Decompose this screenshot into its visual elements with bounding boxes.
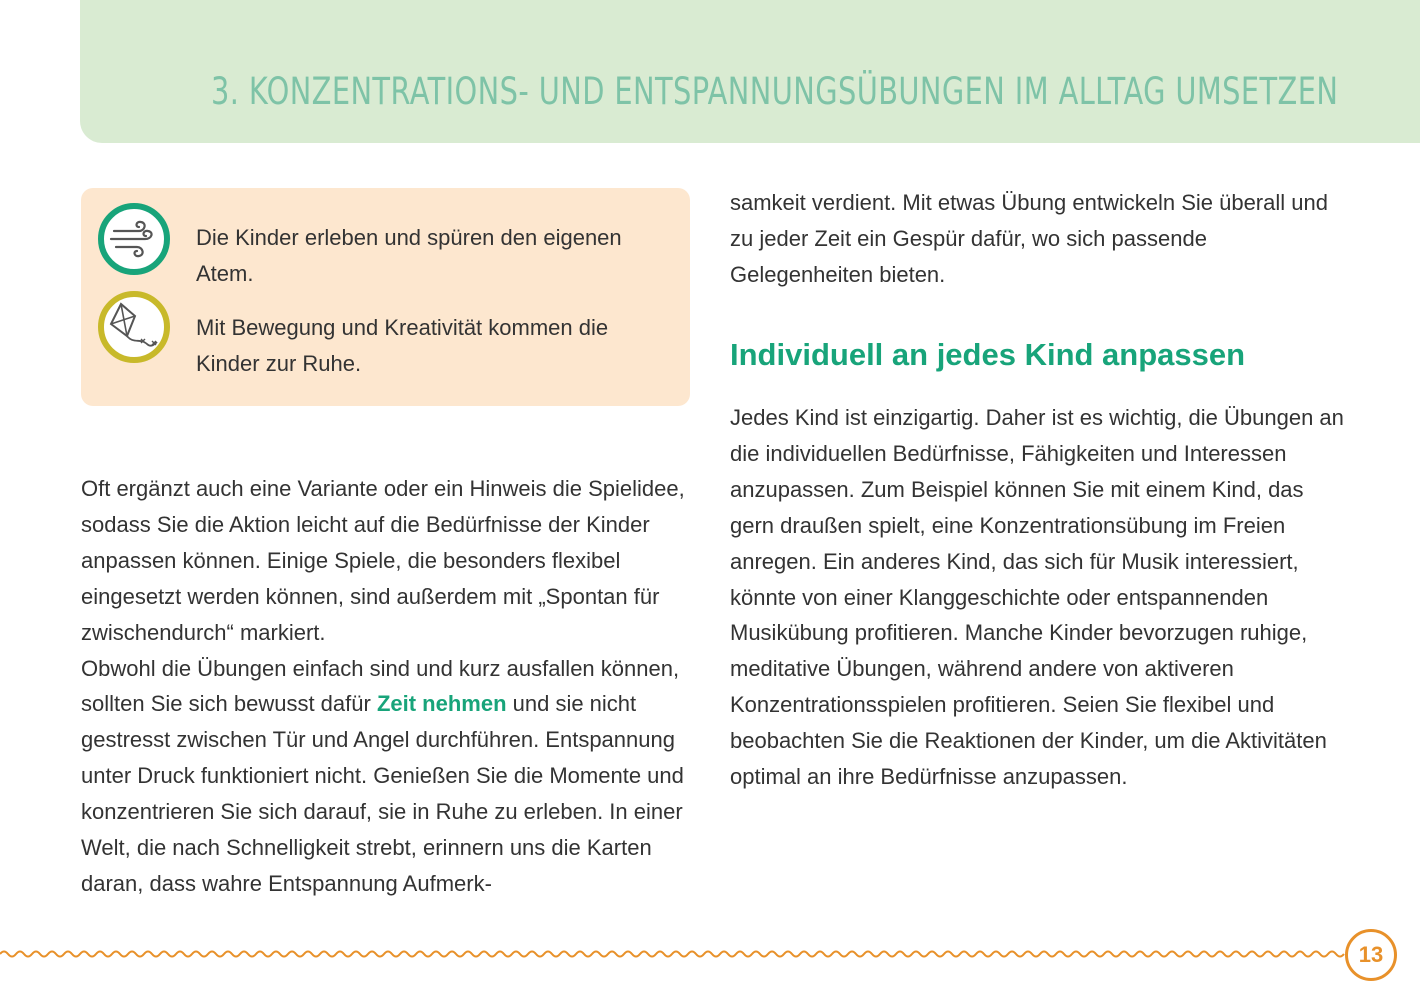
right-column-body: [730, 400, 1345, 795]
legend-text-movement: Mit Bewegung und Kreativität kommen die Kinder zur Ruhe.: [196, 315, 609, 376]
header-band: [80, 0, 1420, 143]
page-number: 13: [1345, 929, 1397, 981]
paragraph-variants: Oft ergänzt auch eine Variante oder ein Hinweis die Spielidee, sodass Sie die Aktion leicht auf die Bedürfnisse der Kinder anpassen können. Einige Spiele, die besonders flexibel eingesetzt werden können, sind außerdem mit „Spontan für zwischendurch“ markiert.: [81, 476, 685, 645]
right-column-continuation: [730, 185, 1345, 293]
left-column: [81, 471, 696, 902]
icon-legend-box: [81, 188, 690, 406]
highlight-zeit-nehmen: Zeit nehmen: [376, 691, 507, 717]
wavy-divider: [0, 944, 1345, 964]
paragraph-take-time: [81, 651, 696, 902]
chapter-title: 3. KONZENTRATIONS- UND ENTSPANNUNGSÜBUNGEN IM ALLTAG UMSETZEN: [210, 70, 1338, 113]
paragraph-continuation: samkeit verdient. Mit etwas Übung entwickeln Sie überall und zu jeder Zeit ein Gespür dafür, wo sich passende Gelegenheiten bieten.: [730, 190, 1328, 287]
kite-icon: [97, 290, 171, 364]
paragraph-take-time-start: Obwohl die Übungen einfach sind und kurz ausfallen können, sollten Sie sich bewusst dafür: [81, 655, 680, 717]
wind-icon: [97, 202, 171, 276]
paragraph-take-time-end: und sie nicht gestresst zwischen Tür und Angel durchführen. Entspannung unter Druck funktioniert nicht. Genießen Sie die Momente und konzentrieren Sie sich darauf, sie in Ruhe zu erleben. In einer Welt, die nach Schnelligkeit strebt, erinnern uns die Karten daran, dass wahre Entspannung Aufmerk-: [81, 691, 684, 896]
legend-text-breath: Die Kinder erleben und spüren den eigenen Atem.: [196, 225, 622, 286]
section-heading: Individuell an jedes Kind anpassen: [730, 337, 1246, 372]
paragraph-individual: Jedes Kind ist einzigartig. Daher ist es wichtig, die Übungen an die individuellen Bedürfnisse, Fähigkeiten und Interessen anzupassen. Zum Beispiel können Sie mit einem Kind, das gern draußen spielt, eine Konzentrationsübung im Freien anregen. Ein anderes Kind, das sich für Musik interessiert, könnte von einer Klanggeschichte oder entspannenden Musikübung profitieren. Manche Kinder bevorzugen ruhige, meditative Übungen, während andere von aktiveren Konzentrationsspielen profitieren. Seien Sie flexibel und beobachten Sie die Reaktionen der Kinder, um die Aktivitäten optimal an ihre Bedürfnisse anzupassen.: [730, 405, 1344, 790]
